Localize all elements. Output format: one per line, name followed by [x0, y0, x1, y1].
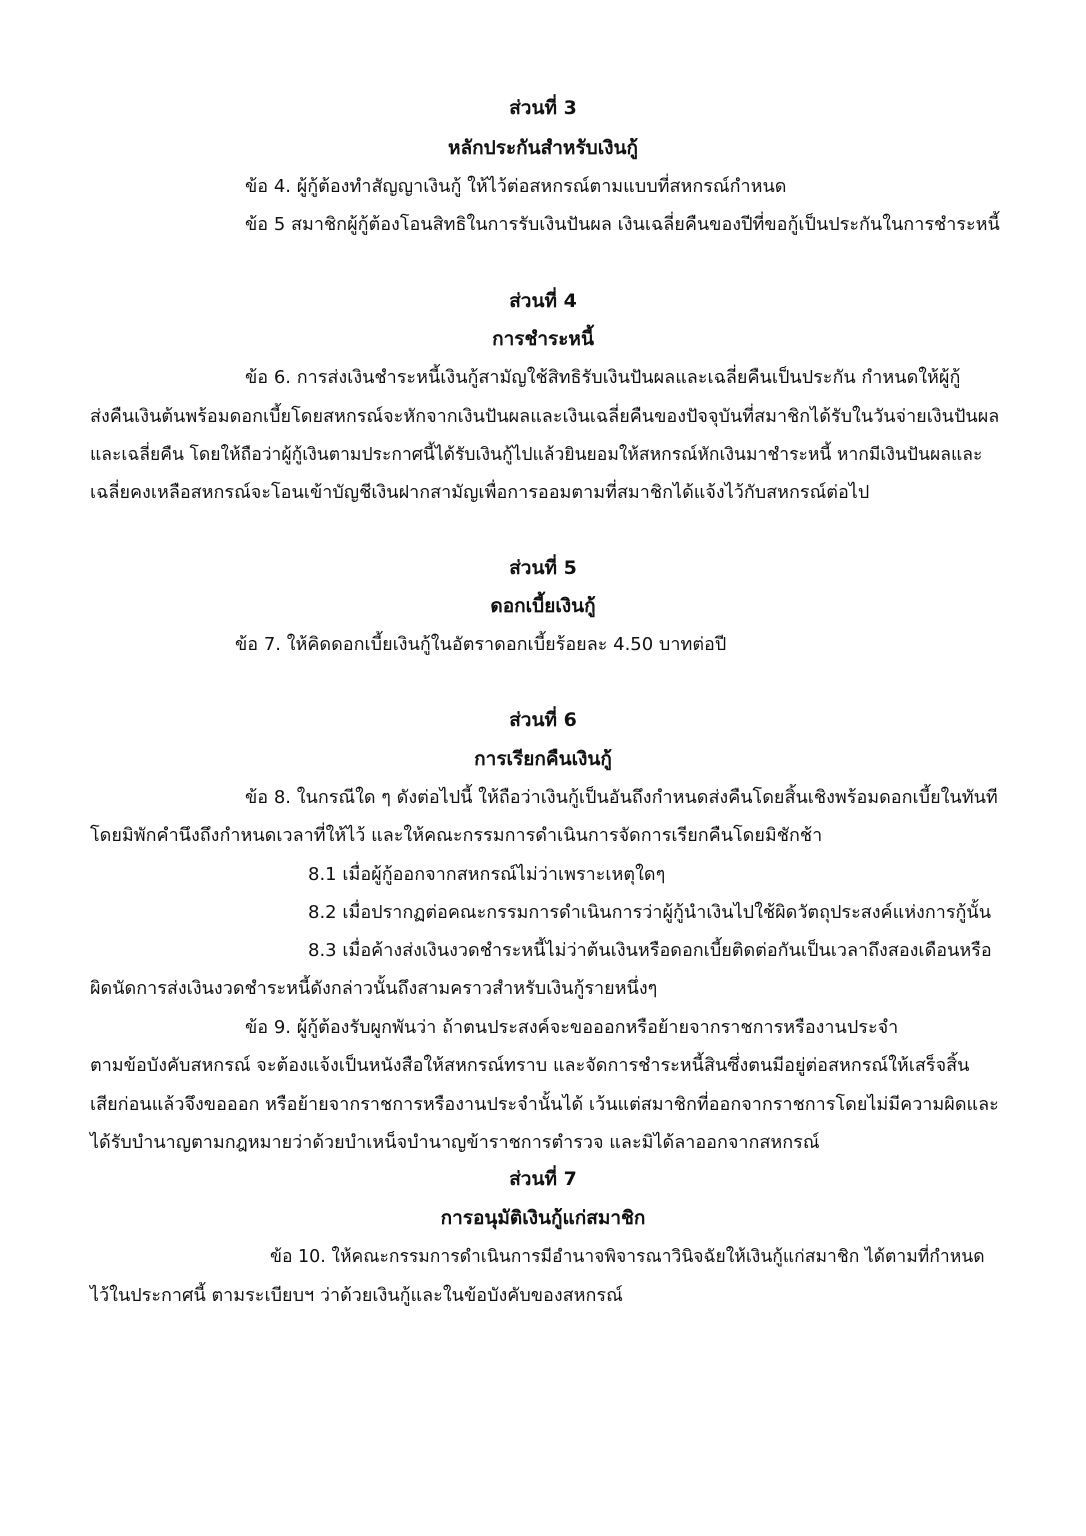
clause-9-line-2: ตามข้อบังคับสหกรณ์ จะต้องแจ้งเป็นหนังสือให้สหกรณ์ทราบ และจัดการชำระหนี้สินซึ่งตนมีอยู่ต่อสหกรณ์ให้เสร็จสิ้น [90, 1055, 970, 1076]
clause-10-line-2: ไว้ในประกาศนี้ ตามระเบียบฯ ว่าด้วยเงินกู้และในข้อบังคับของสหกรณ์ [90, 1285, 623, 1306]
section-6-title: การเรียกคืนเงินกู้ [474, 748, 612, 770]
section-6-number: ส่วนที่ 6 [509, 709, 577, 731]
clause-4: ข้อ 4. ผู้กู้ต้องทำสัญญาเงินกู้ ให้ไว้ต่อสหกรณ์ตามแบบที่สหกรณ์กำหนด [245, 176, 787, 197]
clause-9-line-4: ได้รับบำนาญตามกฎหมายว่าด้วยบำเหน็จบำนาญข้าราชการตำรวจ และมิได้ลาออกจากสหกรณ์ [90, 1132, 820, 1153]
clause-7: ข้อ 7. ให้คิดดอกเบี้ยเงินกู้ในอัตราดอกเบี้ยร้อยละ 4.50 บาทต่อปี [235, 634, 727, 655]
clause-9-line-3: เสียก่อนแล้วจึงขอออก หรือย้ายจากราชการหรืองานประจำนั้นได้ เว้นแต่สมาชิกที่ออกจากราชการโดยไม่มีความผิดและ [90, 1094, 999, 1115]
clause-8-line-1: ข้อ 8. ในกรณีใด ๆ ดังต่อไปนี้ ให้ถือว่าเงินกู้เป็นอันถึงกำหนดส่งคืนโดยสิ้นเชิงพร้อมดอกเบี้ยในทันที [245, 787, 998, 808]
section-3-title: หลักประกันสำหรับเงินกู้ [448, 137, 638, 159]
section-5-number: ส่วนที่ 5 [509, 557, 577, 579]
clause-8-1: 8.1 เมื่อผู้กู้ออกจากสหกรณ์ไม่ว่าเพราะเหตุใดๆ [308, 864, 666, 885]
section-7-title: การอนุมัติเงินกู้แก่สมาชิก [440, 1207, 646, 1229]
clause-6-line-2: ส่งคืนเงินต้นพร้อมดอกเบี้ยโดยสหกรณ์จะหักจากเงินปันผลและเงินเฉลี่ยคืนของปัจจุบันที่สมาชิกได้รับในวันจ่ายเงินปันผล [90, 406, 1000, 427]
clause-8-3-line-2: ผิดนัดการส่งเงินงวดชำระหนี้ดังกล่าวนั้นถึงสามคราวสำหรับเงินกู้รายหนึ่งๆ [90, 978, 658, 999]
clause-8-2: 8.2 เมื่อปรากฏต่อคณะกรรมการดำเนินการว่าผู้กู้นำเงินไปใช้ผิดวัตถุประสงค์แห่งการกู้นั้น [308, 902, 992, 923]
section-5-title: ดอกเบี้ยเงินกู้ [490, 595, 596, 617]
clause-6-line-1: ข้อ 6. การส่งเงินชำระหนี้เงินกู้สามัญใช้สิทธิรับเงินปันผลและเฉลี่ยคืนเป็นประกัน กำหนดให้ผู้กู้ [245, 367, 961, 388]
clause-10-line-1: ข้อ 10. ให้คณะกรรมการดำเนินการมีอำนาจพิจารณาวินิจฉัยให้เงินกู้แก่สมาชิก ได้ตามที่กำหนด [270, 1247, 985, 1267]
section-4-title: การชำระหนี้ [492, 328, 594, 350]
section-3-number: ส่วนที่ 3 [509, 97, 577, 119]
section-7-number: ส่วนที่ 7 [509, 1168, 577, 1190]
clause-6-line-3: และเฉลี่ยคืน โดยให้ถือว่าผู้กู้เงินตามประกาศนี้ได้รับเงินกู้ไปแล้วยินยอมให้สหกรณ์หักเงินมาชำระหนี้ หากมีเงินปันผลและ [90, 445, 983, 465]
clause-5: ข้อ 5 สมาชิกผู้กู้ต้องโอนสิทธิในการรับเงินปันผล เงินเฉลี่ยคืนของปีที่ขอกู้เป็นประกันในการชำระหนี้ [245, 214, 1000, 235]
clause-8-3-line-1: 8.3 เมื่อค้างส่งเงินงวดชำระหนี้ไม่ว่าต้นเงินหรือดอกเบี้ยติดต่อกันเป็นเวลาถึงสองเดือนหรือ [308, 940, 992, 961]
clause-8-line-2: โดยมิพักคำนึงถึงกำหนดเวลาที่ให้ไว้ และให้คณะกรรมการดำเนินการจัดการเรียกคืนโดยมิชักช้า [90, 825, 823, 846]
clause-6-line-4: เฉลี่ยคงเหลือสหกรณ์จะโอนเข้าบัญชีเงินฝากสามัญเพื่อการออมตามที่สมาชิกได้แจ้งไว้กับสหกรณ์ต่อไป [90, 482, 870, 503]
section-4-number: ส่วนที่ 4 [509, 290, 577, 312]
clause-9-line-1: ข้อ 9. ผู้กู้ต้องรับผูกพันว่า ถ้าตนประสงค์จะขอออกหรือย้ายจากราชการหรืองานประจำ [245, 1017, 899, 1038]
